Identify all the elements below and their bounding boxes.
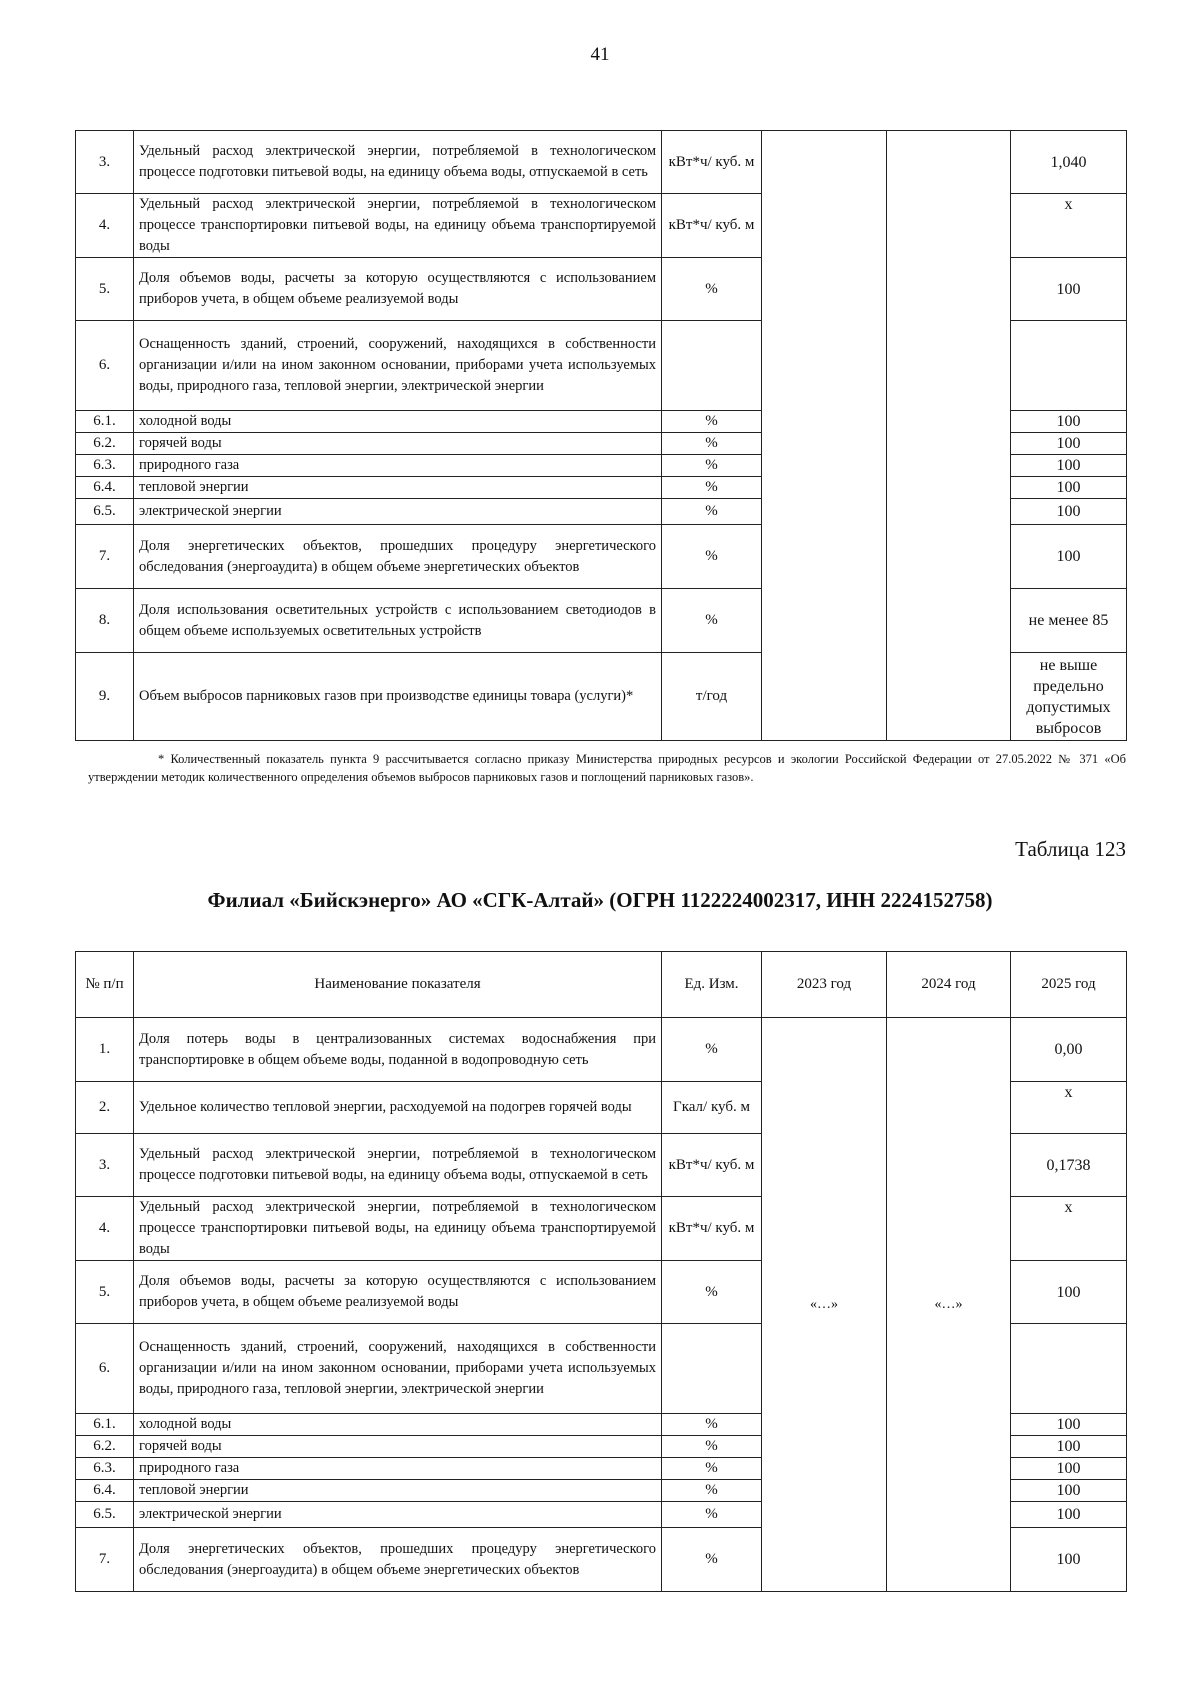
row-number: 6.3. — [76, 1458, 134, 1480]
year-2025-value: 100 — [1011, 258, 1127, 321]
row-number: 6.3. — [76, 455, 134, 477]
year-2025-value: 100 — [1011, 1528, 1127, 1592]
indicator-name: Доля объемов воды, расчеты за которую осуществляются с использованием приборов учета, в общем объеме реализуемой воды — [134, 258, 662, 321]
unit: кВт*ч/ куб. м — [662, 1134, 762, 1197]
indicator-name: электрической энергии — [134, 499, 662, 525]
year-2025-value: 0,00 — [1011, 1018, 1127, 1082]
row-number: 6.2. — [76, 1436, 134, 1458]
indicator-name: Удельное количество тепловой энергии, расходуемой на подогрев горячей воды — [134, 1082, 662, 1134]
unit: % — [662, 411, 762, 433]
year-2025-value: 100 — [1011, 477, 1127, 499]
unit: % — [662, 477, 762, 499]
row-number: 6. — [76, 1324, 134, 1414]
year-2025-value: 1,040 — [1011, 131, 1127, 194]
indicator-name: горячей воды — [134, 433, 662, 455]
row-number: 3. — [76, 131, 134, 194]
row-number: 6.4. — [76, 1480, 134, 1502]
row-number: 9. — [76, 653, 134, 741]
organization-title: Филиал «Бийскэнерго» АО «СГК-Алтай» (ОГРН 1122224002317, ИНН 2224152758) — [207, 888, 993, 912]
indicator-name: природного газа — [134, 1458, 662, 1480]
indicator-name: природного газа — [134, 455, 662, 477]
indicator-name: Оснащенность зданий, строений, сооружений, находящихся в собственности организации и/или на ином законном основании, приборами учета используемых воды, природного газа, тепловой энергии, электрической энергии — [134, 1324, 662, 1414]
unit: % — [662, 433, 762, 455]
year-2025-value: х — [1011, 1197, 1127, 1261]
indicator-name: Удельный расход электрической энергии, потребляемой в технологическом процессе транспортировки питьевой воды, на единицу объема транспортируемой воды — [134, 194, 662, 258]
indicator-name: Удельный расход электрической энергии, потребляемой в технологическом процессе подготовки питьевой воды, на единицу объема воды, отпускаемой в сеть — [134, 131, 662, 194]
footnote: * Количественный показатель пункта 9 рассчитывается согласно приказу Министерства природных ресурсов и экологии Российской Федерации от 27.05.2022 № 371 «Об утверждении методик количественного определения объемов выбросов парниковых газов и поглощений парниковых газов». — [88, 752, 1126, 784]
row-number: 8. — [76, 589, 134, 653]
year-2025-value: не выше предельно допустимых выбросов — [1011, 653, 1127, 741]
year-2025-value: 100 — [1011, 1480, 1127, 1502]
unit: % — [662, 1436, 762, 1458]
ellipsis-2023: «…» — [810, 1297, 838, 1312]
indicator-name: электрической энергии — [134, 1502, 662, 1528]
year-2023-value — [762, 1018, 887, 1592]
unit: кВт*ч/ куб. м — [662, 194, 762, 258]
year-2025-value: х — [1011, 1082, 1127, 1134]
row-number: 5. — [76, 1261, 134, 1324]
year-2025-value: 100 — [1011, 1502, 1127, 1528]
row-number: 6.2. — [76, 433, 134, 455]
indicator-name: Доля объемов воды, расчеты за которую осуществляются с использованием приборов учета, в общем объеме реализуемой воды — [134, 1261, 662, 1324]
indicator-name: Доля энергетических объектов, прошедших процедуру энергетического обследования (энергоаудита) в общем объеме энергетических объектов — [134, 1528, 662, 1592]
page-number: 41 — [590, 44, 610, 65]
table-row — [76, 1018, 1127, 1082]
indicator-name: Доля использования осветительных устройств с использованием светодиодов в общем объеме используемых осветительных устройств — [134, 589, 662, 653]
unit: % — [662, 1458, 762, 1480]
row-number: 5. — [76, 258, 134, 321]
unit: % — [662, 455, 762, 477]
indicator-name: Удельный расход электрической энергии, потребляемой в технологическом процессе подготовки питьевой воды, на единицу объема воды, отпускаемой в сеть — [134, 1134, 662, 1197]
ellipsis-2024: «…» — [934, 1297, 963, 1312]
unit: % — [662, 1480, 762, 1502]
indicator-name: горячей воды — [134, 1436, 662, 1458]
indicator-name: холодной воды — [134, 411, 662, 433]
unit: % — [662, 1528, 762, 1592]
indicator-name: Оснащенность зданий, строений, сооружений, находящихся в собственности организации и/или на ином законном основании, приборами учета используемых воды, природного газа, тепловой энергии, электрической энергии — [134, 321, 662, 411]
unit: % — [662, 1414, 762, 1436]
row-number: 6.4. — [76, 477, 134, 499]
unit: % — [662, 1018, 762, 1082]
row-number: 6.5. — [76, 1502, 134, 1528]
row-number: 4. — [76, 1197, 134, 1261]
year-2025-value: 100 — [1011, 1458, 1127, 1480]
unit: % — [662, 1502, 762, 1528]
header-2025: 2025 год — [1011, 952, 1127, 1018]
year-2025-value: х — [1011, 194, 1127, 258]
row-number: 6.5. — [76, 499, 134, 525]
table-label: Таблица 123 — [1015, 837, 1126, 861]
unit: % — [662, 525, 762, 589]
year-2025-value: 100 — [1011, 433, 1127, 455]
row-number: 4. — [76, 194, 134, 258]
year-2023-cell — [762, 131, 887, 741]
year-2025-value: 100 — [1011, 525, 1127, 589]
row-number: 3. — [76, 1134, 134, 1197]
year-2024-value — [887, 1018, 1011, 1592]
indicator-name: тепловой энергии — [134, 477, 662, 499]
header-2024: 2024 год — [887, 952, 1011, 1018]
table-row — [76, 131, 1127, 194]
indicator-name: Объем выбросов парниковых газов при производстве единицы товара (услуги)* — [134, 653, 662, 741]
indicator-name: Удельный расход электрической энергии, потребляемой в технологическом процессе транспортировки питьевой воды, на единицу объема транспортируемой воды — [134, 1197, 662, 1261]
indicator-name: Доля энергетических объектов, прошедших процедуру энергетического обследования (энергоаудита) в общем объеме энергетических объектов — [134, 525, 662, 589]
year-2025-value: 100 — [1011, 411, 1127, 433]
unit — [662, 1324, 762, 1414]
year-2025-value: 100 — [1011, 455, 1127, 477]
year-2025-value: 100 — [1011, 499, 1127, 525]
unit: кВт*ч/ куб. м — [662, 1197, 762, 1261]
year-2025-value: 0,1738 — [1011, 1134, 1127, 1197]
unit: % — [662, 589, 762, 653]
row-number: 7. — [76, 525, 134, 589]
row-number: 6.1. — [76, 1414, 134, 1436]
row-number: 6.1. — [76, 411, 134, 433]
year-2025-value — [1011, 321, 1127, 411]
indicator-name: Доля потерь воды в централизованных системах водоснабжения при транспортировке в общем объеме воды, поданной в водопроводную сеть — [134, 1018, 662, 1082]
indicator-name: холодной воды — [134, 1414, 662, 1436]
row-number: 7. — [76, 1528, 134, 1592]
year-2025-value: 100 — [1011, 1414, 1127, 1436]
unit: % — [662, 499, 762, 525]
row-number: 1. — [76, 1018, 134, 1082]
unit — [662, 321, 762, 411]
header-unit: Ед. Изм. — [662, 952, 762, 1018]
unit: т/год — [662, 653, 762, 741]
indicator-table-123 — [75, 951, 1127, 1592]
year-2025-value: 100 — [1011, 1261, 1127, 1324]
header-2023: 2023 год — [762, 952, 887, 1018]
row-number: 2. — [76, 1082, 134, 1134]
header-name: Наименование показателя — [134, 952, 662, 1018]
year-2025-value: не менее 85 — [1011, 589, 1127, 653]
unit: % — [662, 258, 762, 321]
unit: % — [662, 1261, 762, 1324]
year-2024-cell — [887, 131, 1011, 741]
header-num: № п/п — [76, 952, 134, 1018]
indicator-table-continued — [75, 130, 1127, 741]
row-number: 6. — [76, 321, 134, 411]
year-2025-value: 100 — [1011, 1436, 1127, 1458]
indicator-name: тепловой энергии — [134, 1480, 662, 1502]
unit: Гкал/ куб. м — [662, 1082, 762, 1134]
header-row — [76, 952, 1127, 1018]
unit: кВт*ч/ куб. м — [662, 131, 762, 194]
year-2025-value — [1011, 1324, 1127, 1414]
